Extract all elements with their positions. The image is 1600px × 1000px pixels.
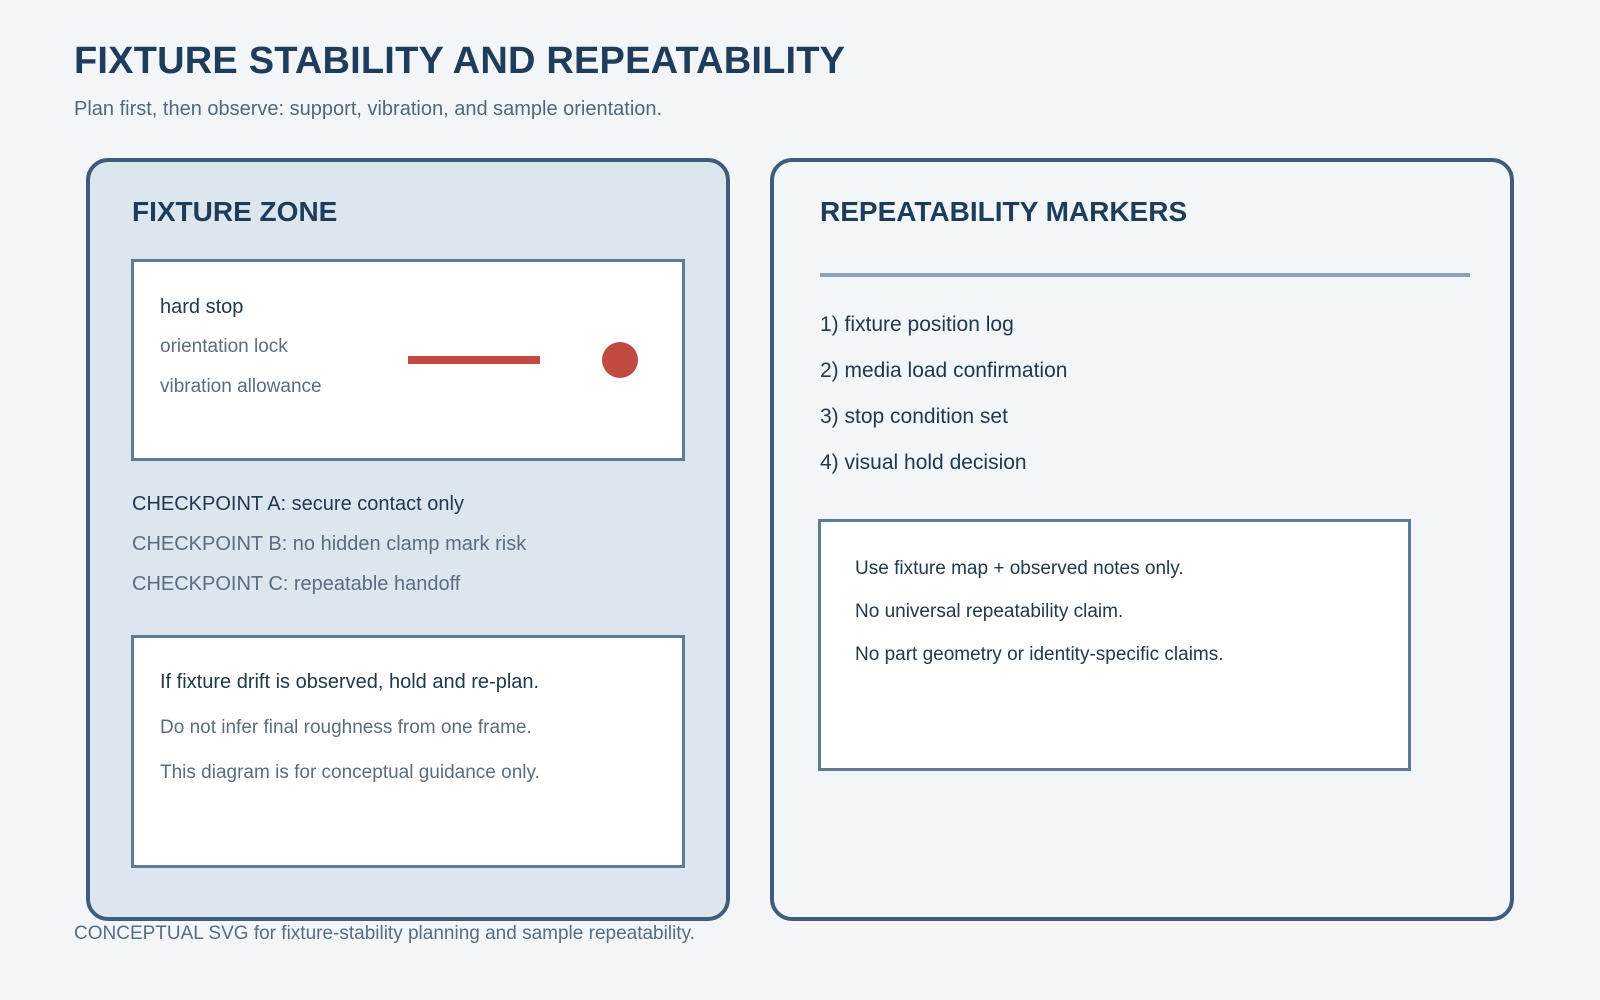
footer-caption: CONCEPTUAL SVG for fixture-stability planning and sample repeatability. — [74, 923, 695, 944]
page-subtitle: Plan first, then observe: support, vibration, and sample orientation. — [74, 98, 663, 120]
legend-item-hard-stop: hard stop — [160, 296, 244, 318]
orientation-dot-marker — [602, 342, 638, 378]
legend-item-vibration-allowance: vibration allowance — [160, 376, 322, 397]
marker-item-1: 1) fixture position log — [820, 313, 1014, 336]
repeatability-markers-title: REPEATABILITY MARKERS — [820, 196, 1188, 227]
checkpoint-a: CHECKPOINT A: secure contact only — [132, 493, 464, 515]
fixture-notes-box — [131, 635, 685, 868]
fixture-note-drift: If fixture drift is observed, hold and re-plan. — [160, 671, 540, 693]
repeatability-note-no-geometry: No part geometry or identity-specific claims. — [855, 644, 1224, 665]
checkpoint-b: CHECKPOINT B: no hidden clamp mark risk — [132, 533, 527, 555]
marker-item-2: 2) media load confirmation — [820, 359, 1068, 382]
title-divider — [820, 273, 1470, 277]
legend-item-orientation-lock: orientation lock — [160, 336, 288, 357]
page-title: FIXTURE STABILITY AND REPEATABILITY — [74, 40, 846, 82]
fixture-zone-title: FIXTURE ZONE — [132, 196, 338, 227]
fixture-note-conceptual: This diagram is for conceptual guidance only. — [160, 762, 540, 783]
repeatability-note-no-claim: No universal repeatability claim. — [855, 601, 1124, 622]
repeatability-note-map: Use fixture map + observed notes only. — [855, 558, 1184, 579]
checkpoint-c: CHECKPOINT C: repeatable handoff — [132, 573, 461, 595]
fixture-note-roughness: Do not infer final roughness from one frame. — [160, 717, 532, 738]
marker-item-3: 3) stop condition set — [820, 405, 1008, 428]
marker-item-4: 4) visual hold decision — [820, 451, 1027, 474]
hard-stop-bar-marker — [408, 356, 540, 364]
